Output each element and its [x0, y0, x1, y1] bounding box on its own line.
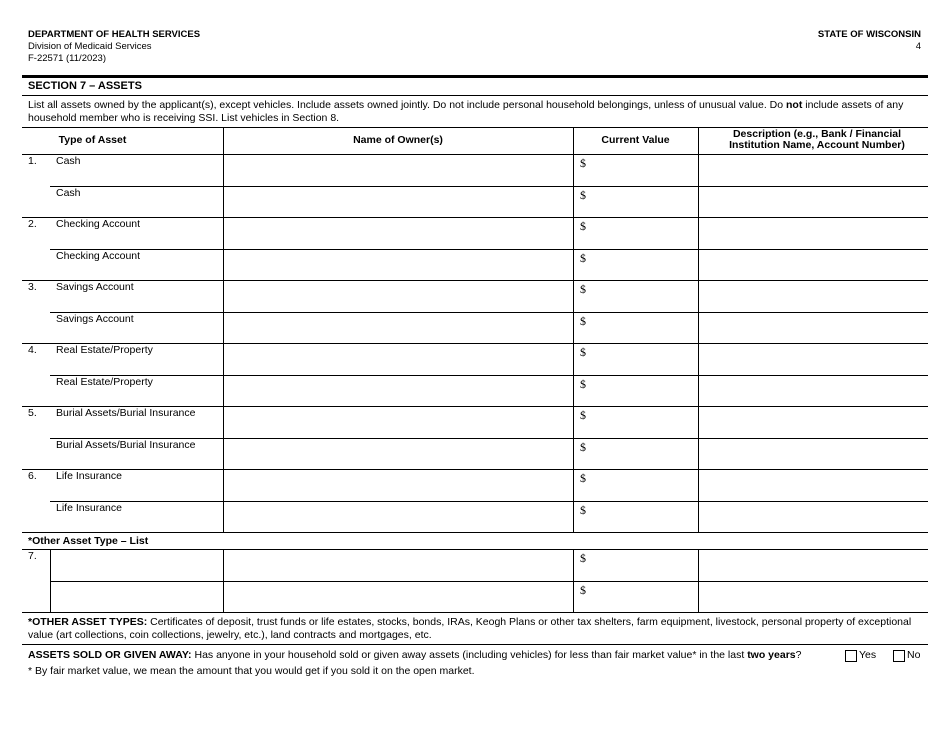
asset-row-type: Real Estate/Property	[56, 376, 153, 388]
currency-symbol: $	[580, 251, 586, 265]
asset-row-type: Real Estate/Property	[56, 344, 153, 356]
owner-name-field[interactable]	[225, 219, 571, 247]
currency-symbol: $	[580, 188, 586, 202]
currency-symbol: $	[580, 440, 586, 454]
division-name: Division of Medicaid Services	[28, 41, 152, 52]
description-field[interactable]	[700, 314, 926, 341]
asset-row-type: Savings Account	[56, 281, 134, 293]
owner-name-field[interactable]	[225, 314, 571, 341]
currency-symbol: $	[580, 345, 586, 359]
asset-row-type: Checking Account	[56, 218, 141, 230]
description-field[interactable]	[700, 377, 926, 404]
row-divider	[50, 249, 928, 250]
asset-row-type: Life Insurance	[56, 502, 122, 514]
current-value-field[interactable]	[591, 282, 694, 310]
sold-rule	[22, 644, 928, 645]
row-divider	[22, 280, 928, 281]
currency-symbol: $	[580, 314, 586, 328]
owner-name-field[interactable]	[225, 503, 571, 530]
currency-symbol: $	[580, 551, 586, 565]
current-value-field[interactable]	[591, 314, 694, 341]
description-field[interactable]	[700, 551, 926, 579]
asset-row-type: Burial Assets/Burial Insurance	[56, 407, 196, 419]
asset-row-type: Burial Assets/Burial Insurance	[56, 439, 196, 451]
form-number: F-22571 (11/2023)	[28, 53, 106, 64]
other-asset-type-field[interactable]	[52, 551, 221, 579]
current-value-field[interactable]	[591, 408, 694, 436]
description-field[interactable]	[700, 503, 926, 530]
other-types-rule	[22, 612, 928, 613]
current-value-field[interactable]	[591, 471, 694, 499]
sold-yes-checkbox[interactable]	[845, 650, 857, 662]
description-field[interactable]	[700, 345, 926, 373]
asset-row-number: 5.	[28, 407, 37, 419]
currency-symbol: $	[580, 503, 586, 517]
owner-name-field[interactable]	[225, 251, 571, 278]
owner-name-field[interactable]	[225, 408, 571, 436]
currency-symbol: $	[580, 377, 586, 391]
currency-symbol: $	[580, 583, 586, 597]
column-divider	[223, 549, 224, 612]
page-number: 4	[915, 41, 921, 52]
current-value-field[interactable]	[591, 551, 694, 579]
current-value-field[interactable]	[591, 156, 694, 184]
asset-row-type: Savings Account	[56, 313, 134, 325]
fair-market-footnote: * By fair market value, we mean the amount that you would get if you sold it on the open market.	[28, 665, 475, 677]
description-field[interactable]	[700, 583, 926, 610]
current-value-field[interactable]	[591, 503, 694, 530]
description-field[interactable]	[700, 219, 926, 247]
column-divider	[573, 549, 574, 612]
col-header-value: Current Value	[601, 134, 670, 146]
table-header-bottom-rule	[22, 154, 928, 155]
owner-name-field[interactable]	[225, 551, 571, 579]
other-table-top-rule	[22, 549, 928, 550]
owner-name-field[interactable]	[225, 440, 571, 467]
current-value-field[interactable]	[591, 251, 694, 278]
description-field[interactable]	[700, 156, 926, 184]
row-divider	[22, 343, 928, 344]
asset-row-type: Life Insurance	[56, 470, 122, 482]
currency-symbol: $	[580, 471, 586, 485]
description-field[interactable]	[700, 282, 926, 310]
description-field[interactable]	[700, 251, 926, 278]
row-divider	[22, 532, 928, 533]
current-value-field[interactable]	[591, 345, 694, 373]
section-title-rule	[22, 95, 928, 96]
description-field[interactable]	[700, 188, 926, 215]
sold-yes-label: Yes	[859, 649, 877, 661]
current-value-field[interactable]	[591, 377, 694, 404]
row-divider	[50, 312, 928, 313]
description-field[interactable]	[700, 440, 926, 467]
asset-row-number: 3.	[28, 281, 37, 293]
col-header-description-line1: Description (e.g., Bank / Financial	[732, 128, 902, 140]
description-field[interactable]	[700, 408, 926, 436]
asset-row-type: Cash	[56, 187, 81, 199]
asset-row-number: 1.	[28, 155, 37, 167]
asset-row-type: Checking Account	[56, 250, 141, 262]
section-instructions: List all assets owned by the applicant(s), except vehicles. Include assets owned jointly. Do not include personal household belongings, unless of unusual value. Do not include assets of any household member who is receiving SSI. List vehicles in Section 8.	[28, 99, 904, 124]
other-row-number: 7.	[28, 550, 37, 562]
asset-row-number: 6.	[28, 470, 37, 482]
row-divider	[22, 469, 928, 470]
row-divider	[50, 581, 928, 582]
current-value-field[interactable]	[591, 188, 694, 215]
other-asset-type-label: *Other Asset Type – List	[28, 535, 149, 547]
asset-row-type: Cash	[56, 155, 81, 167]
row-divider	[50, 186, 928, 187]
other-asset-types-note: *OTHER ASSET TYPES: Certificates of deposit, trust funds or life estates, stocks, bonds, IRAs, Keogh Plans or other tax shelters, farm equipment, livestock, personal property of exceptional value (art collections, coin collections, jewelry, etc.), land contracts and mortgages, etc.	[28, 616, 912, 641]
currency-symbol: $	[580, 408, 586, 422]
column-divider	[698, 549, 699, 612]
column-divider	[223, 127, 224, 532]
current-value-field[interactable]	[591, 440, 694, 467]
assets-sold-question: ASSETS SOLD OR GIVEN AWAY: Has anyone in your household sold or given away assets (including vehicles) for less than fair market value* in the last two years?	[28, 649, 802, 661]
owner-name-field[interactable]	[225, 345, 571, 373]
owner-name-field[interactable]	[225, 188, 571, 215]
row-divider	[22, 217, 928, 218]
state-name: STATE OF WISCONSIN	[817, 29, 921, 40]
column-divider	[50, 549, 51, 612]
asset-row-number: 4.	[28, 344, 37, 356]
owner-name-field[interactable]	[225, 282, 571, 310]
col-header-description-line2: Institution Name, Account Number)	[729, 139, 905, 151]
department-name: DEPARTMENT OF HEALTH SERVICES	[28, 29, 201, 40]
asset-row-number: 2.	[28, 218, 37, 230]
owner-name-field[interactable]	[225, 471, 571, 499]
sold-no-checkbox[interactable]	[893, 650, 905, 662]
row-divider	[50, 375, 928, 376]
col-header-owner: Name of Owner(s)	[353, 134, 443, 146]
owner-name-field[interactable]	[225, 156, 571, 184]
owner-name-field[interactable]	[225, 377, 571, 404]
description-field[interactable]	[700, 471, 926, 499]
other-asset-type-field[interactable]	[52, 583, 221, 610]
currency-symbol: $	[580, 219, 586, 233]
current-value-field[interactable]	[591, 219, 694, 247]
column-divider	[573, 127, 574, 532]
current-value-field[interactable]	[591, 583, 694, 610]
section-top-rule	[22, 75, 928, 78]
column-divider	[698, 127, 699, 532]
col-header-type: Type of Asset	[58, 134, 127, 146]
currency-symbol: $	[580, 156, 586, 170]
sold-no-label: No	[907, 649, 921, 661]
row-divider	[50, 501, 928, 502]
currency-symbol: $	[580, 282, 586, 296]
section-title: SECTION 7 – ASSETS	[28, 80, 142, 92]
owner-name-field[interactable]	[225, 583, 571, 610]
